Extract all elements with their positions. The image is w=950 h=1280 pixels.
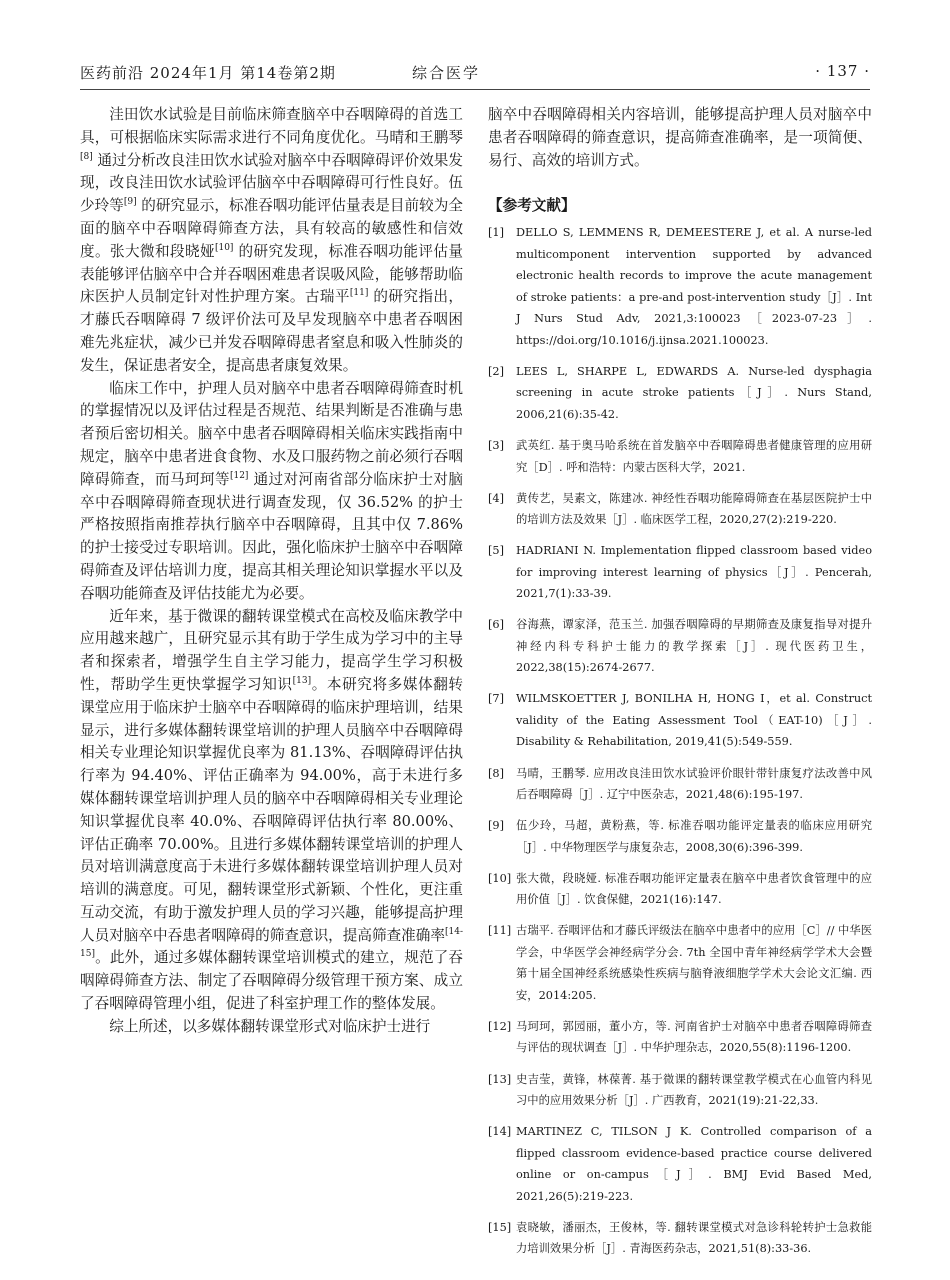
reference-item: [4] 黄传艺，吴素文，陈建冰. 神经性吞咽功能障碍筛查在基层医院护士中的培训方法及效果［J］. 临床医学工程，2020,27(2):219-220. xyxy=(488,491,872,527)
reference-item: [15] 袁晓敏，潘丽杰，王俊林，等. 翻转课堂模式对急诊科轮转护士急救能力培训效果分析［J］. 青海医药杂志，2021,51(8):33-36. xyxy=(488,1220,872,1256)
citation: [14-15] xyxy=(80,926,463,960)
reference-item: [5] HADRIANI N. Implementation flipped classroom based video for improving interest learning of physics［J］. Pencerah, 2021,7(1):33-39. xyxy=(488,544,872,601)
body-paragraph: 近年来，基于微课的翻转课堂模式在高校及临床教学中应用越来越广，且研究显示其有助于学生成为学习中的主导者和探索者，增强学生自主学习能力，提高学生学习积极性，帮助学生更快掌握学习知识[13]。本研究将多媒体翻转课堂应用于临床护士脑卒中吞咽障碍的临床护理培训，结果显示，进行多媒体翻转课堂培训的护理人员脑卒中吞咽障碍相关专业理论知识掌握优良率为 81.13%、吞咽障碍评估执行率为 94.40%、评估正确率为 94.00%，高于未进行多媒体翻转课堂培训护理人员的脑卒中吞咽障碍相关专业理论知识掌握优良率 40.0%、吞咽障碍评估执行率 80.00%、评估正确率 70.00%。且进行多媒体翻转课堂培训的护理人员对培训满意度高于未进行多媒体翻转课堂培训护理人员对培训的满意度。可见，翻转课堂形式新颖、个性化，更注重互动交流，有助于激发护理人员的学习兴趣，能够提高护理人员对脑卒中吞患者咽障碍的筛查意识，提高筛查准确率[14-15]。此外，通过多媒体翻转课堂培训模式的建立，规范了吞咽障碍筛查方法、制定了吞咽障碍分级管理干预方案、成立了吞咽障碍管理小组，促进了科室护理工作的整体发展。 xyxy=(80,607,463,1013)
reference-list xyxy=(488,222,872,1259)
journal-info: 医药前沿 2024年1月 第14卷第2期 xyxy=(80,64,336,82)
body-paragraph: 综上所述，以多媒体翻转课堂形式对临床护士进行 xyxy=(109,1017,431,1035)
left-column xyxy=(80,104,463,1039)
reference-item: [3] 武英红. 基于奥马哈系统在首发脑卒中吞咽障碍患者健康管理的应用研究［D］. 呼和浩特：内蒙古医科大学，2021. xyxy=(488,439,872,474)
citation: [13] xyxy=(292,676,312,687)
citation: [10] xyxy=(214,242,234,253)
reference-item: [1] DELLO S, LEMMENS R, DEMEESTERE J, et al. A nurse-led multicomponent intervention supported by advanced electronic health records to improve the acute management of stroke patients：a pre-and post-intervention study［J］. Int J Nurs Stud Adv, 2021,3:100023［2023-07-23］. https://doi.org/10.1016/j.ijnsa.2021.100023. xyxy=(488,226,872,347)
body-paragraph-continuation: 脑卒中吞咽障碍相关内容培训，能够提高护理人员对脑卒中患者吞咽障碍的筛查意识，提高筛查准确率，是一项简便、易行、高效的培训方式。 xyxy=(488,106,872,169)
citation: [9] xyxy=(123,197,137,208)
citation: [8] xyxy=(80,151,93,162)
body-paragraph: 洼田饮水试验是目前临床筛查脑卒中吞咽障碍的首选工具，可根据临床实际需求进行不同角度优化。马晴和王鹏琴[8] 通过分析改良洼田饮水试验对脑卒中吞咽障碍评价效果发现，改良洼田饮水试验评估脑卒中吞咽障碍可行性良好。伍少玲等[9] 的研究显示，标准吞咽功能评估量表是目前较为全面的脑卒中吞咽障碍筛查方法，具有较高的敏感性和信效度。张大微和段晓娅[10] 的研究发现，标准吞咽功能评估量表能够评估脑卒中合并吞咽困难患者误吸风险，能够帮助临床医护人员制定针对性护理方案。古瑞平[11] 的研究指出，才藤氏吞咽障碍 7 级评价法可及早发现脑卒中患者吞咽困难先兆症状，减少已并发吞咽障碍患者窒息和吸入性肺炎的发生，保证患者安全，提高患者康复效果。 xyxy=(80,106,463,374)
page-number: · 137 · xyxy=(815,62,870,80)
section-title: 综合医学 xyxy=(412,64,481,82)
reference-item: [6] 谷海燕，谭家泽，范玉兰. 加强吞咽障碍的早期筛查及康复指导对提升神经内科专科护士能力的教学探索［J］. 现代医药卫生，2022,38(15):2674-2677. xyxy=(488,618,872,675)
body-paragraph: 临床工作中，护理人员对脑卒中患者吞咽障碍筛查时机的掌握情况以及评估过程是否规范、结果判断是否准确与患者预后密切相关。脑卒中患者吞咽障碍相关临床实践指南中规定，脑卒中患者进食食物、水及口服药物之前必须行吞咽障碍筛查，而马珂珂等[12] 通过对河南省部分临床护士对脑卒中吞咽障碍筛查现状进行调查发现，仅 36.52% 的护士严格按照指南推荐执行脑卒中吞咽障碍，且其中仅 7.86% 的护士接受过专职培训。因此，强化临床护士脑卒中吞咽障碍筛查及评估培训力度，提高其相关理论知识掌握水平以及吞咽功能筛查及评估技能尤为必要。 xyxy=(80,379,463,602)
reference-item: [7] WILMSKOETTER J, BONILHA H, HONG I，et al. Construct validity of the Eating Assessment Tool（EAT-10)［J］. Disability & Rehabilitation, 2019,41(5):549-559. xyxy=(488,692,872,749)
reference-item: [2] LEES L, SHARPE L, EDWARDS A. Nurse-led dysphagia screening in acute stroke patients［J］. Nurs Stand, 2006,21(6):35-42. xyxy=(488,364,872,421)
reference-item: [8] 马晴，王鹏琴. 应用改良洼田饮水试验评价眼针带针康复疗法改善中风后吞咽障碍［J］. 辽宁中医杂志，2021,48(6):195-197. xyxy=(488,766,872,802)
reference-item: [9] 伍少玲，马超，黄粉燕，等. 标准吞咽功能评定量表的临床应用研究［J］. 中华物理医学与康复杂志，2008,30(6):396-399. xyxy=(488,819,872,854)
citation: [12] xyxy=(229,470,249,481)
header-rule xyxy=(80,89,870,90)
reference-item: [10] 张大微，段晓娅. 标准吞咽功能评定量表在脑卒中患者饮食管理中的应用价值［J］. 饮食保健，2021(16):147. xyxy=(488,871,872,907)
reference-item: [14] MARTINEZ C, TILSON J K. Controlled comparison of a flipped classroom evidence-based practice course delivered online or on-campus［J］. BMJ Evid Based Med, 2021,26(5):219-223. xyxy=(488,1125,872,1203)
reference-item: [13] 史吉莹，黄锋，林葆菁. 基于微课的翻转课堂教学模式在心血管内科见习中的应用效果分析［J］. 广西教育，2021(19):21-22,33. xyxy=(488,1072,872,1108)
reference-item: [11] 古瑞平. 吞咽评估和才藤氏评级法在脑卒中患者中的应用［C］// 中华医学会，中华医学会神经病学分会. 7th 全国中青年神经病学学术大会暨第十届全国神经系统感染性疾病与脑脊液细胞学学术大会论文汇编. 西安，2014:205. xyxy=(488,924,872,1002)
references-heading: 【参考文献】 xyxy=(488,197,576,215)
running-header xyxy=(80,62,870,88)
citation: [11] xyxy=(349,288,369,299)
right-column xyxy=(488,104,872,1269)
reference-item: [12] 马珂珂，郭园丽，董小方，等. 河南省护士对脑卒中患者吞咽障碍筛查与评估的现状调查［J］. 中华护理杂志，2020,55(8):1196-1200. xyxy=(488,1019,872,1055)
